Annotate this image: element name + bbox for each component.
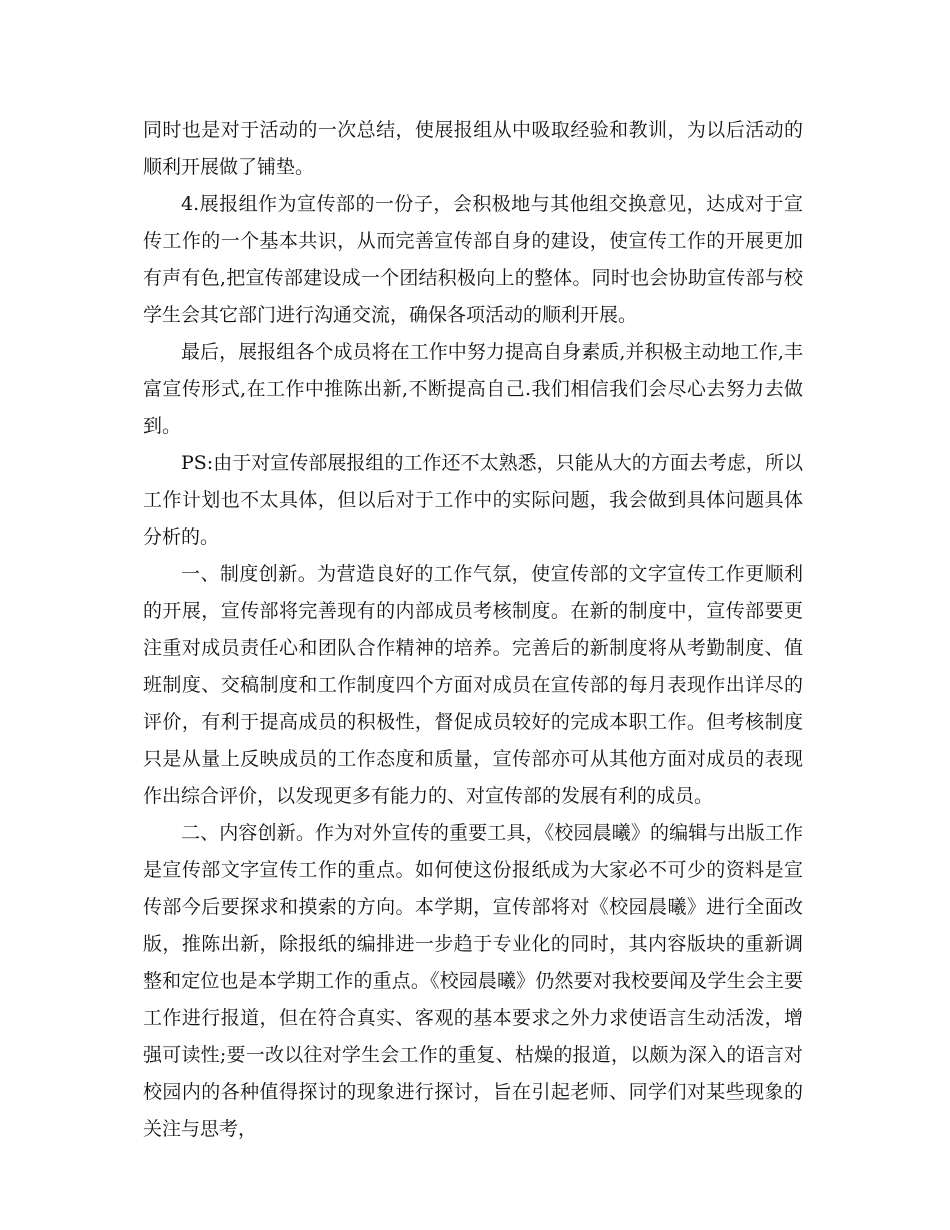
paragraph-postscript: PS:由于对宣传部展报组的工作还不太熟悉，只能从大的方面去考虑，所以工作计划也不太具体，但以后对于工作中的实际问题，我会做到具体问题具体分析的。	[143, 452, 803, 548]
paragraph-item-4: 4.展报组作为宣传部的一份子，会积极地与其他组交换意见，达成对于宣传工作的一个基本共识，从而完善宣传部自身的建设，使宣传工作的开展更加有声有色,把宣传部建设成一个团结积极向上的整体。同时也会协助宣传部与校学生会其它部门进行沟通交流，确保各项活动的顺利开展。	[143, 193, 803, 326]
paragraph-activity-summary: 同时也是对于活动的一次总结，使展报组从中吸取经验和教训，为以后活动的顺利开展做了铺垫。	[143, 119, 803, 178]
paragraph-system-innovation: 一、制度创新。为营造良好的工作气氛，使宣传部的文字宣传工作更顺利的开展，宣传部将完善现有的内部成员考核制度。在新的制度中，宣传部要更注重对成员责任心和团队合作精神的培养。完善后的新制度将从考勤制度、值班制度、交稿制度和工作制度四个方面对成员在宣传部的每月表现作出详尽的评价，有利于提高成员的积极性，督促成员较好的完成本职工作。但考核制度只是从量上反映成员的工作态度和质量，宣传部亦可从其他方面对成员的表现作出综合评价，以发现更多有能力的、对宣传部的发展有利的成员。	[143, 563, 803, 807]
paragraph-content-innovation: 二、内容创新。作为对外宣传的重要工具，《校园晨曦》的编辑与出版工作是宣传部文字宣传工作的重点。如何使这份报纸成为大家必不可少的资料是宣传部今后要探求和摸索的方向。本学期，宣传部将对《校园晨曦》进行全面改版，推陈出新，除报纸的编排进一步趋于专业化的同时，其内容版块的重新调整和定位也是本学期工作的重点。《校园晨曦》仍然要对我校要闻及学生会主要工作进行报道，但在符合真实、客观的基本要求之外力求使语言生动活泼，增强可读性;要一改以往对学生会工作的重复、枯燥的报道，以颇为深入的语言对校园内的各种值得探讨的现象进行探讨，旨在引起老师、同学们对某些现象的关注与思考，	[143, 822, 803, 1140]
document-body	[143, 112, 803, 1148]
paragraph-conclusion: 最后，展报组各个成员将在工作中努力提高自身素质,并积极主动地工作,丰富宣传形式,在工作中推陈出新,不断提高自己.我们相信我们会尽心去努力去做到。	[143, 341, 803, 437]
